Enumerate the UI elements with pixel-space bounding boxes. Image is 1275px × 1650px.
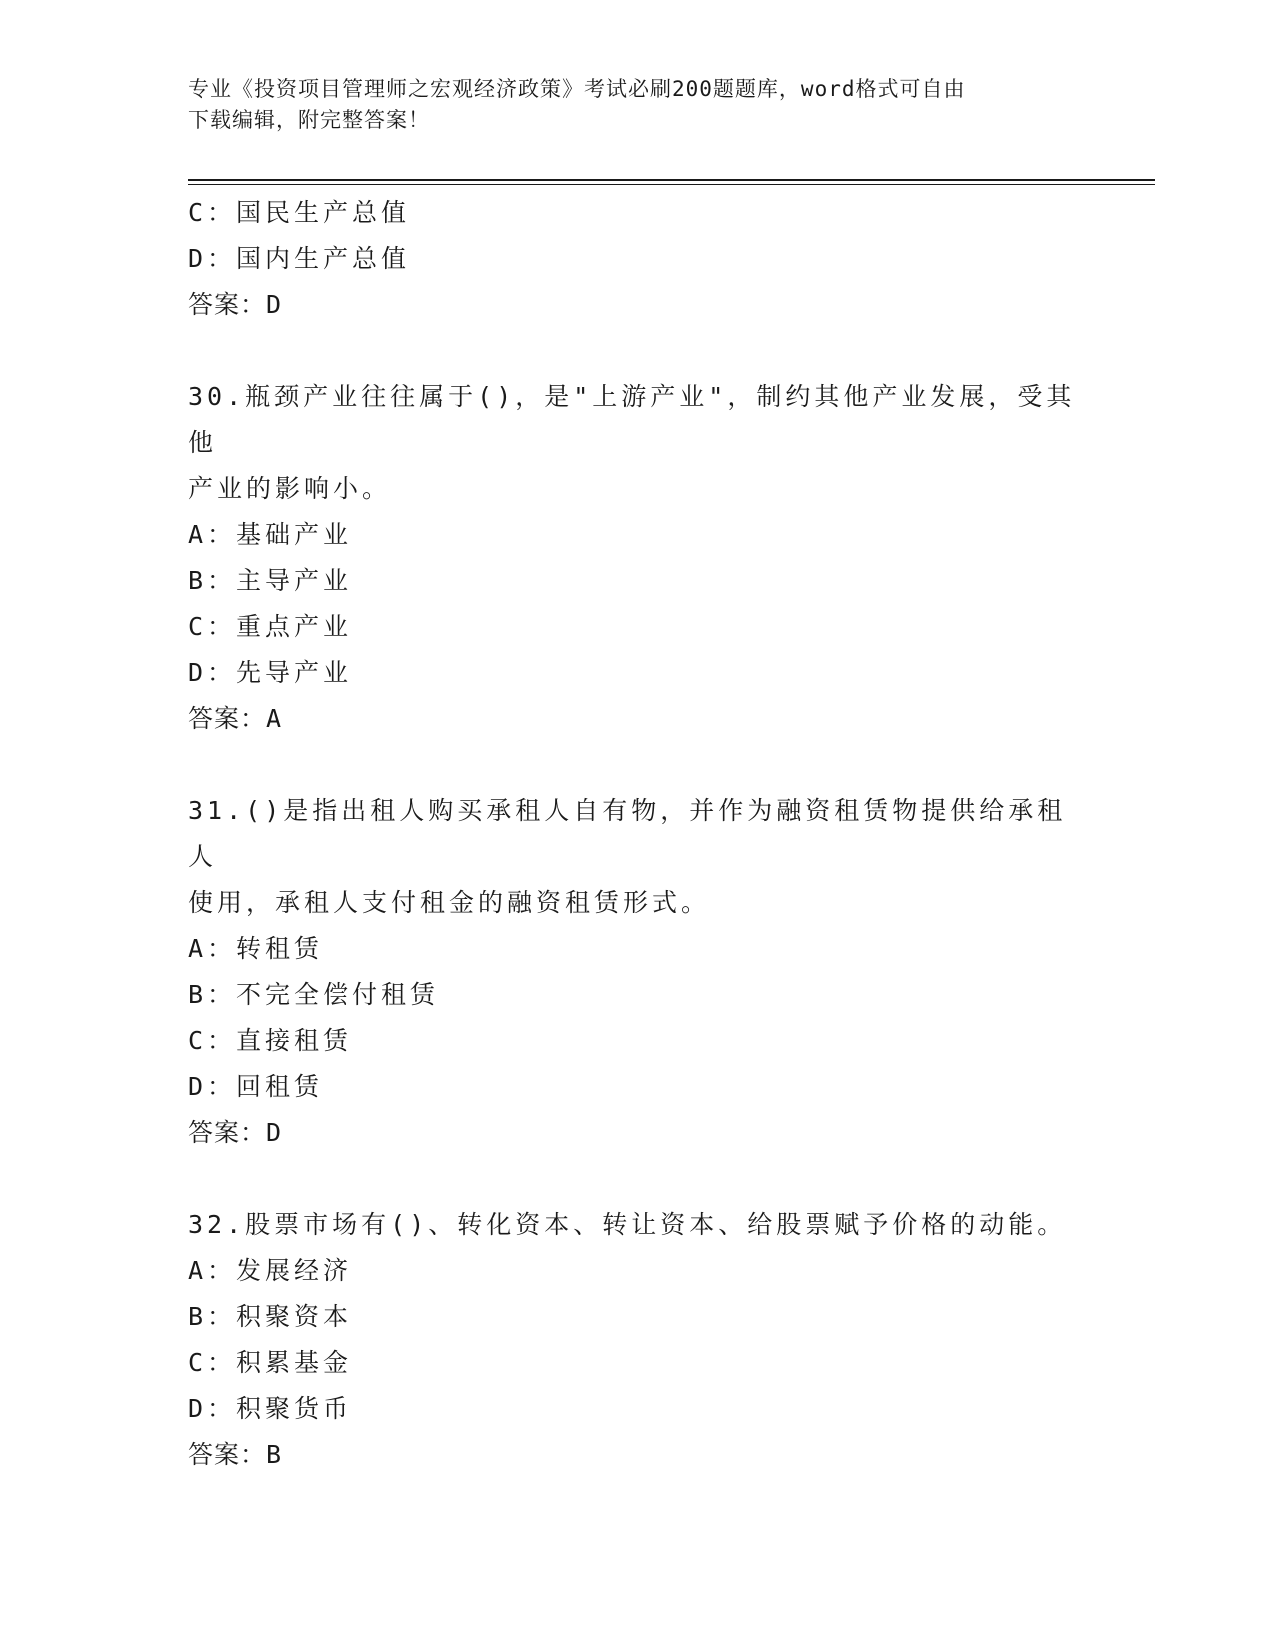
option-b: B：积聚资本 — [188, 1302, 353, 1331]
option-d: D：国内生产总值 — [188, 244, 411, 273]
option-c: C：直接租赁 — [188, 1026, 353, 1055]
option-d: D：先导产业 — [188, 658, 353, 687]
answer: 答案：A — [188, 704, 283, 733]
document-header — [188, 74, 1088, 136]
question-31 — [188, 788, 1088, 1156]
question-text-line-1: 31.()是指出租人购买承租人自有物，并作为融资租赁物提供给承租人 — [188, 796, 1067, 871]
question-text-line-1: 32.股票市场有()、转化资本、转让资本、给股票赋予价格的动能。 — [188, 1210, 1067, 1239]
question-text-line-1: 30.瓶颈产业往往属于()，是"上游产业"，制约其他产业发展，受其他 — [188, 382, 1076, 457]
answer: 答案：B — [188, 1440, 283, 1469]
question-list — [188, 190, 1088, 1478]
header-line-1: 专业《投资项目管理师之宏观经济政策》考试必刷200题题库，word格式可自由 — [188, 77, 966, 101]
question-text-line-2: 产业的影响小。 — [188, 474, 392, 503]
option-d: D：回租赁 — [188, 1072, 324, 1101]
option-b: B：不完全偿付租赁 — [188, 980, 440, 1009]
option-a: A：发展经济 — [188, 1256, 353, 1285]
answer: 答案：D — [188, 290, 283, 319]
answer: 答案：D — [188, 1118, 283, 1147]
spacer — [188, 742, 1088, 788]
option-a: A：基础产业 — [188, 520, 353, 549]
question-32 — [188, 1202, 1088, 1478]
header-line-2: 下载编辑，附完整答案！ — [188, 108, 430, 132]
header-divider-thick — [188, 179, 1155, 181]
spacer — [188, 328, 1088, 374]
option-b: B：主导产业 — [188, 566, 353, 595]
option-a: A：转租赁 — [188, 934, 324, 963]
question-29-tail — [188, 190, 1088, 328]
option-d: D：积聚货币 — [188, 1394, 353, 1423]
option-c: C：重点产业 — [188, 612, 353, 641]
header-divider-thin — [188, 184, 1155, 185]
spacer — [188, 1156, 1088, 1202]
option-c: C：国民生产总值 — [188, 198, 411, 227]
question-text-line-2: 使用，承租人支付租金的融资租赁形式。 — [188, 888, 711, 917]
option-c: C：积累基金 — [188, 1348, 353, 1377]
question-30 — [188, 374, 1088, 742]
